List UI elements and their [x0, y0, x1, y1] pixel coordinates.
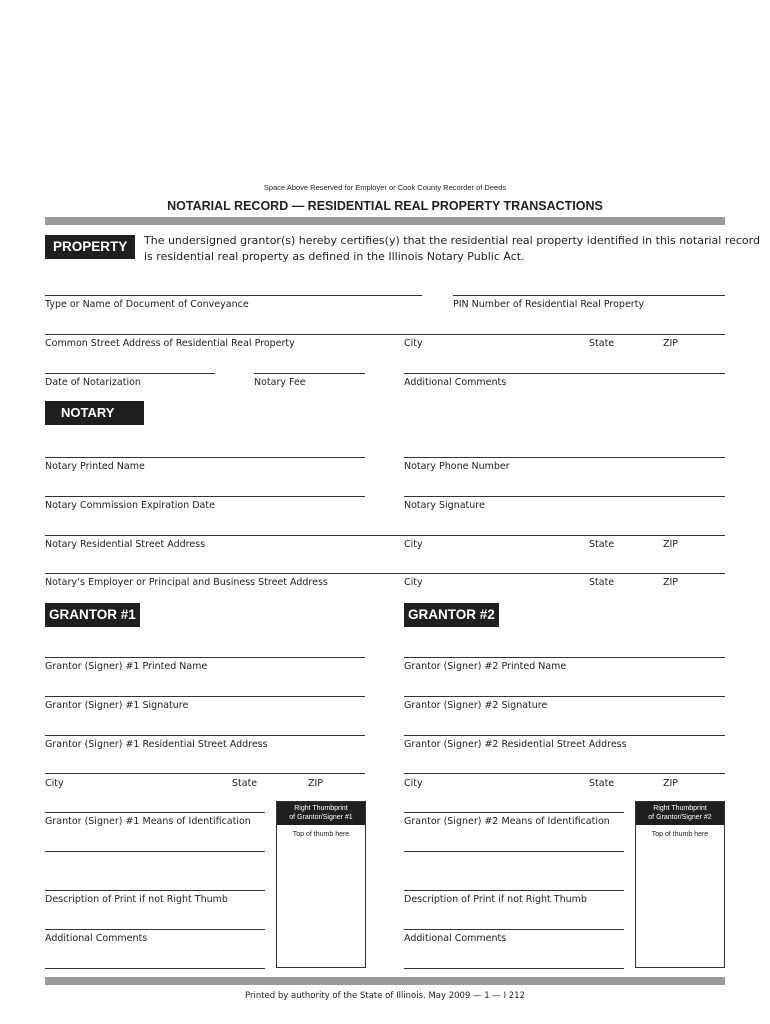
grantor1-badge: GRANTOR #1: [45, 603, 140, 627]
notary-signature-label: Notary Signature: [404, 500, 485, 511]
grantor1-zip-label: ZIP: [308, 778, 324, 789]
grantor2-thumbprint-title-1: Right Thumbprint: [653, 805, 707, 812]
grantor2-thumbprint-box[interactable]: [635, 801, 725, 968]
property-state-label: State: [589, 338, 615, 349]
footer-note: Printed by authority of the State of Illinois. May 2009 — 1 — I 212: [244, 991, 525, 1001]
notary-residential-zip-label: ZIP: [663, 539, 679, 550]
property-badge: PROPERTY: [45, 235, 135, 259]
grantor1-city-label: City: [45, 778, 64, 789]
doc-type-label: Type or Name of Document of Conveyance: [45, 299, 249, 310]
grantor1-state-label: State: [232, 778, 258, 789]
grantor2-comments-label: Additional Comments: [404, 933, 507, 944]
property-zip-label: ZIP: [663, 338, 679, 349]
pin-label: PIN Number of Residential Real Property: [453, 299, 645, 310]
notary-residential-field[interactable]: [45, 535, 725, 536]
grantor1-thumbprint-title-2: of Grantor/Signer #1: [289, 814, 353, 821]
notary-employer-state-label: State: [589, 577, 615, 588]
grantor2-print-desc-field[interactable]: [404, 890, 624, 891]
property-intro-line-2: is residential real property as defined in the Illinois Notary Public Act.: [144, 250, 525, 263]
notary-employer-label: Notary’s Employer or Principal and Business Street Address: [45, 577, 328, 588]
grantor2-signature-field[interactable]: [404, 696, 725, 697]
grantor2-city-label: City: [404, 778, 423, 789]
notary-employer-field[interactable]: [45, 573, 725, 574]
notary-employer-city-label: City: [404, 577, 423, 588]
grantor2-badge: GRANTOR #2: [404, 603, 499, 627]
grantor2-street-label: Grantor (Signer) #2 Residential Street Address: [404, 739, 627, 750]
notary-residential-city-label: City: [404, 539, 423, 550]
grantor2-street-field[interactable]: [404, 735, 725, 736]
grantor1-comments-label: Additional Comments: [45, 933, 148, 944]
grantor1-street-label: Grantor (Signer) #1 Residential Street Address: [45, 739, 268, 750]
grantor2-state-label: State: [589, 778, 615, 789]
grantor2-comments-extra-field[interactable]: [404, 968, 624, 969]
grantor1-identification-extra-field[interactable]: [45, 851, 265, 852]
notary-expiration-label: Notary Commission Expiration Date: [45, 500, 215, 511]
property-street-field[interactable]: [45, 334, 725, 335]
grantor2-name-label: Grantor (Signer) #2 Printed Name: [404, 661, 567, 672]
notary-badge: NOTARY: [45, 401, 144, 425]
grantor1-comments-extra-field[interactable]: [45, 968, 265, 969]
grantor1-thumbprint-header: [277, 802, 365, 825]
property-street-label: Common Street Address of Residential Real Property: [45, 338, 295, 349]
bottom-divider: [45, 977, 725, 985]
notary-residential-label: Notary Residential Street Address: [45, 539, 206, 550]
reserved-space-note: Space Above Reserved for Employer or Cook County Recorder of Deeds: [263, 183, 507, 192]
notary-name-field[interactable]: [45, 457, 365, 458]
grantor2-city-field[interactable]: [404, 773, 725, 774]
notary-expiration-field[interactable]: [45, 496, 365, 497]
notarization-date-label: Date of Notarization: [45, 377, 141, 388]
notary-employer-zip-label: ZIP: [663, 577, 679, 588]
grantor1-print-desc-field[interactable]: [45, 890, 265, 891]
property-intro: [144, 233, 760, 265]
grantor1-thumbprint-box[interactable]: [276, 801, 366, 968]
grantor1-signature-label: Grantor (Signer) #1 Signature: [45, 700, 189, 711]
grantor2-identification-extra-field[interactable]: [404, 851, 624, 852]
grantor1-city-field[interactable]: [45, 773, 365, 774]
grantor1-thumbprint-title-1: Right Thumbprint: [294, 805, 348, 812]
grantor1-thumbprint-note: Top of thumb here: [292, 831, 350, 838]
pin-field[interactable]: [453, 295, 725, 296]
notary-fee-label: Notary Fee: [254, 377, 306, 388]
notary-name-label: Notary Printed Name: [45, 461, 145, 472]
notary-phone-label: Notary Phone Number: [404, 461, 510, 472]
grantor1-name-label: Grantor (Signer) #1 Printed Name: [45, 661, 208, 672]
notary-residential-state-label: State: [589, 539, 615, 550]
grantor2-name-field[interactable]: [404, 657, 725, 658]
grantor2-signature-label: Grantor (Signer) #2 Signature: [404, 700, 548, 711]
property-intro-line-1: The undersigned grantor(s) hereby certifies(y) that the residential real property identified in this notarial record: [144, 234, 760, 247]
top-divider: [45, 217, 725, 225]
doc-type-field[interactable]: [45, 295, 422, 296]
notary-phone-field[interactable]: [404, 457, 725, 458]
grantor2-thumbprint-title-2: of Grantor/Signer #2: [648, 814, 712, 821]
grantor1-signature-field[interactable]: [45, 696, 365, 697]
grantor2-thumbprint-note: Top of thumb here: [651, 831, 709, 838]
form-title: NOTARIAL RECORD — RESIDENTIAL REAL PROPERTY TRANSACTIONS: [167, 199, 603, 213]
notarization-date-field[interactable]: [45, 373, 215, 374]
grantor1-identification-label: Grantor (Signer) #1 Means of Identification: [45, 816, 251, 827]
property-city-label: City: [404, 338, 423, 349]
notary-fee-field[interactable]: [254, 373, 365, 374]
notary-signature-field[interactable]: [404, 496, 725, 497]
property-comments-label: Additional Comments: [404, 377, 507, 388]
grantor2-thumbprint-header: [636, 802, 724, 825]
property-comments-field[interactable]: [404, 373, 725, 374]
grantor2-identification-field[interactable]: [404, 812, 624, 813]
grantor1-identification-field[interactable]: [45, 812, 265, 813]
grantor2-identification-label: Grantor (Signer) #2 Means of Identification: [404, 816, 610, 827]
grantor2-comments-field[interactable]: [404, 929, 624, 930]
grantor1-comments-field[interactable]: [45, 929, 265, 930]
grantor1-street-field[interactable]: [45, 735, 365, 736]
grantor2-print-desc-label: Description of Print if not Right Thumb: [404, 894, 587, 905]
grantor2-zip-label: ZIP: [663, 778, 679, 789]
grantor1-name-field[interactable]: [45, 657, 365, 658]
grantor1-print-desc-label: Description of Print if not Right Thumb: [45, 894, 228, 905]
